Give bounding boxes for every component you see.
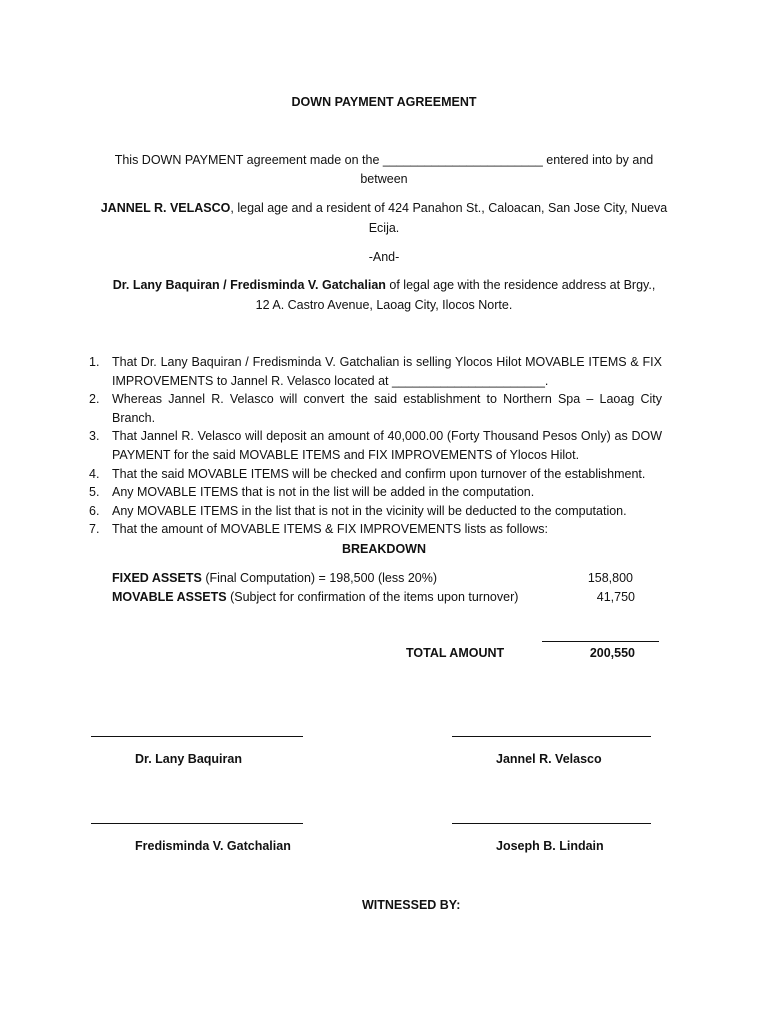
clause-text: Any MOVABLE ITEMS in the list that is not in the vicinity will be deducted to the computation. [112, 503, 627, 518]
total-amount-value: 200,550 [589, 646, 635, 660]
party-1-line-2: Ecija. [368, 221, 400, 235]
clause-text: That the said MOVABLE ITEMS will be checked and confirm upon turnover of the establishment. [112, 466, 646, 481]
clause-number: 1. [89, 355, 100, 369]
clause-number: 3. [89, 429, 100, 444]
signature-line [91, 823, 303, 824]
movable-assets-heading: MOVABLE ASSETS [112, 590, 227, 604]
signatory-name: Joseph B. Lindain [496, 839, 604, 853]
clause-item [89, 502, 662, 521]
and-separator: -And- [368, 250, 400, 264]
clause-number: 7. [89, 522, 100, 537]
total-amount-label: TOTAL AMOUNT [406, 646, 505, 660]
clause-list [89, 353, 662, 539]
clause-number: 4. [89, 466, 100, 481]
witnessed-by-label: WITNESSED BY: [362, 898, 461, 912]
clause-text: That Jannel R. Velasco will deposit an amount of 40,000.00 (Forty Thousand Pesos Only) as DOW PAYMENT for the said MOVABLE ITEMS and FIX IMPROVEMENTS of Ylocos Hilot. [112, 429, 662, 462]
party-2-name: Dr. Lany Baquiran / Fredisminda V. Gatchalian [112, 278, 386, 292]
fixed-assets-label [112, 571, 437, 585]
clause-text: Any MOVABLE ITEMS that is not in the list will be added in the computation. [112, 485, 535, 500]
party-1-name: JANNEL R. VELASCO [100, 201, 231, 215]
party-1-line-1 [0, 201, 768, 215]
signatory-name: Fredisminda V. Gatchalian [135, 839, 291, 853]
clause-number: 5. [89, 485, 100, 500]
party-2-details: of legal age with the residence address at Brgy., [385, 278, 656, 292]
movable-assets-note: (Subject for confirmation of the items upon turnover) [226, 590, 519, 604]
fixed-assets-heading: FIXED ASSETS [112, 571, 202, 585]
breakdown-title: BREAKDOWN [341, 542, 427, 556]
clause-number: 2. [89, 392, 100, 407]
signatory-name: Jannel R. Velasco [496, 752, 602, 766]
signature-line [452, 736, 651, 737]
signature-line [452, 823, 651, 824]
intro-line-1: This DOWN PAYMENT agreement made on the _______________________ entered into by and [114, 153, 654, 167]
signature-line [91, 736, 303, 737]
intro-line-2: between [360, 172, 408, 186]
clause-item [89, 390, 662, 427]
movable-assets-value: 41,750 [596, 590, 635, 604]
party-2-line-2: 12 A. Castro Avenue, Laoag City, Ilocos Norte. [255, 298, 513, 312]
party-2-line-1 [0, 278, 768, 292]
clause-item [89, 465, 662, 484]
signatory-name: Dr. Lany Baquiran [135, 752, 242, 766]
movable-assets-label [112, 590, 518, 604]
clause-number: 6. [89, 503, 100, 518]
clause-text: Whereas Jannel R. Velasco will convert the said establishment to Northern Spa – Laoag City Branch. [112, 392, 662, 425]
clause-text: That the amount of MOVABLE ITEMS & FIX IMPROVEMENTS lists as follows: [112, 522, 549, 537]
total-underline [542, 641, 659, 642]
clause-item [89, 353, 662, 390]
document-title: DOWN PAYMENT AGREEMENT [291, 95, 477, 109]
party-1-details: , legal age and a resident of 424 Panahon St., Caloacan, San Jose City, Nueva [230, 201, 668, 215]
fixed-assets-note: (Final Computation) = 198,500 (less 20%) [201, 571, 438, 585]
clause-item [89, 427, 662, 464]
clause-text: That Dr. Lany Baquiran / Fredisminda V. Gatchalian is selling Ylocos Hilot MOVABLE ITEMS & FIX IMPROVEMENTS to Jannel R. Velasco located at ______________________. [112, 355, 662, 388]
clause-item [89, 520, 662, 539]
clause-item [89, 483, 662, 502]
fixed-assets-value: 158,800 [587, 571, 633, 585]
